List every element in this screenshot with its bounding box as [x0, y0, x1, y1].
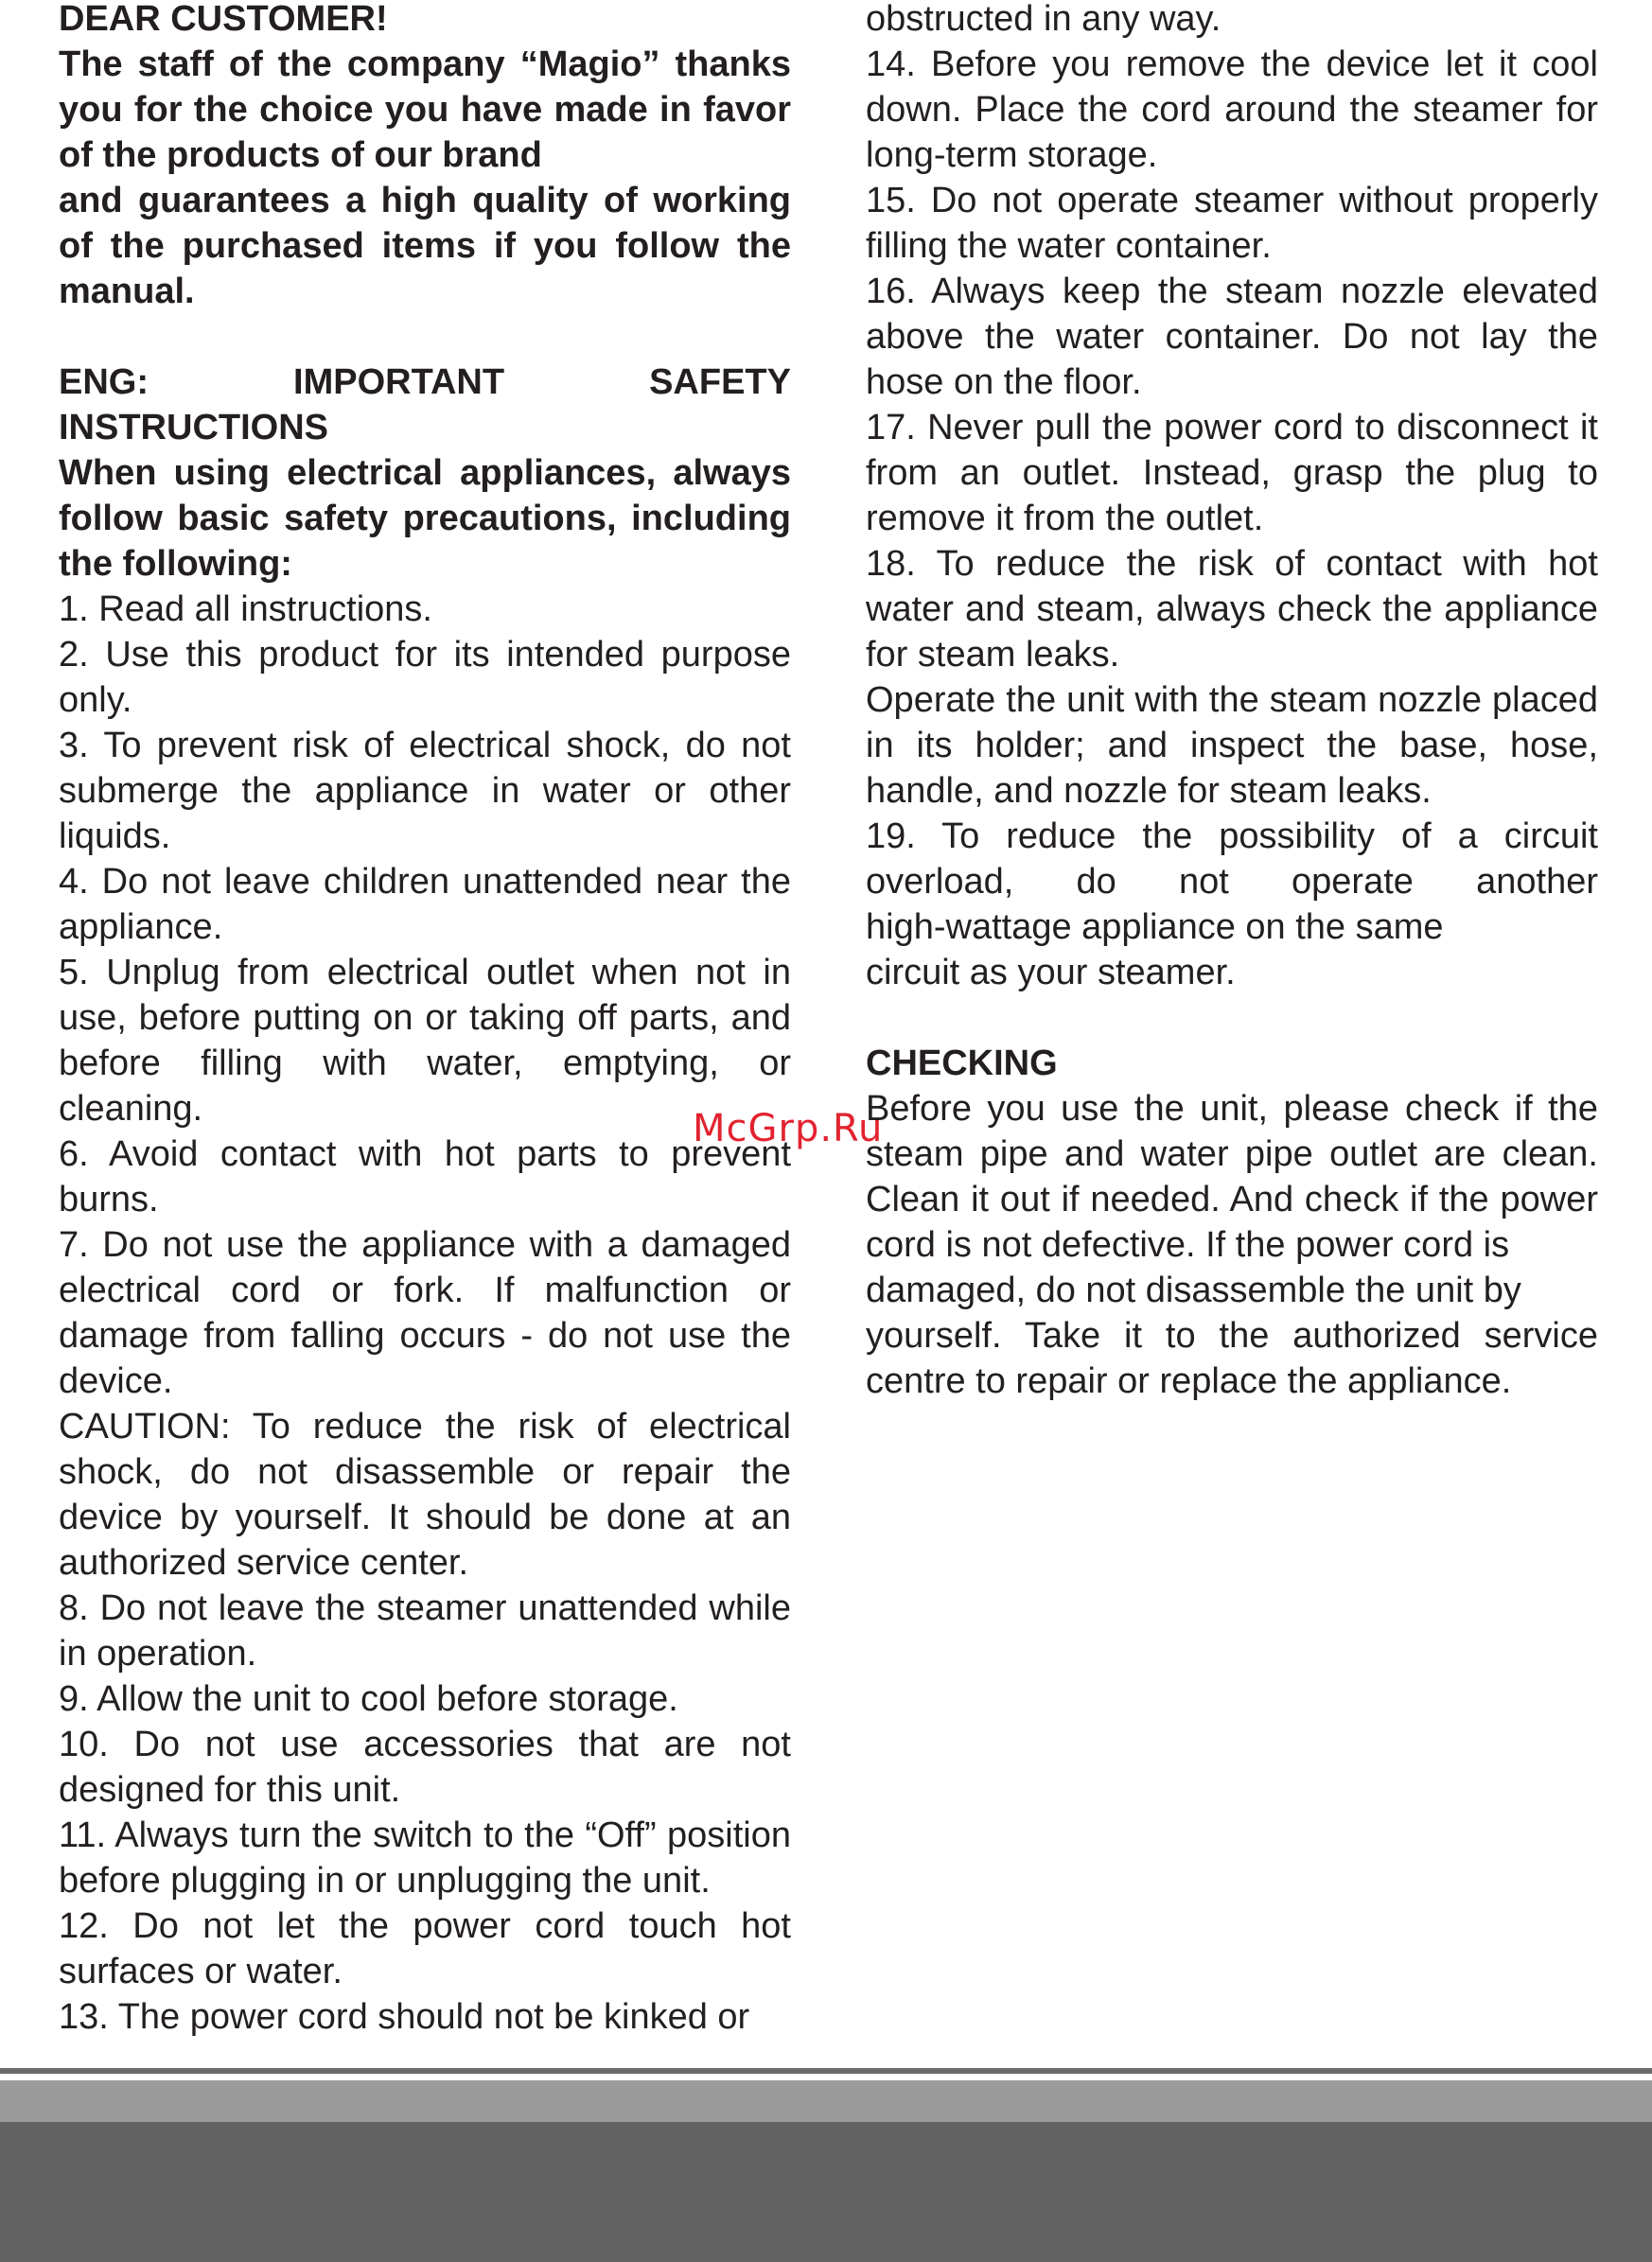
instruction-item: 3. To prevent risk of electrical shock, do not submerge the appliance in water or other liquids.: [59, 726, 791, 856]
greeting-body-1: The staff of the company “Magio” thanks you for the choice you have made in favor of the products of our brand: [59, 44, 791, 175]
instruction-item: 17. Never pull the power cord to disconnect it from an outlet. Instead, grasp the plug to remove it from the outlet.: [866, 408, 1598, 538]
spacer: [866, 995, 1598, 1041]
right-column: [866, 0, 1598, 1404]
instruction-item: 18. To reduce the risk of contact with hot water and steam, always check the appliance for steam leaks.: [866, 544, 1598, 675]
section-intro: When using electrical appliances, always follow basic safety precautions, including the following:: [59, 453, 791, 584]
footer-divider: [0, 2068, 1652, 2074]
instruction-item: 4. Do not leave children unattended near the appliance.: [59, 862, 791, 947]
instruction-item: 12. Do not let the power cord touch hot surfaces or water.: [59, 1906, 791, 1991]
instruction-item: obstructed in any way.: [866, 0, 1221, 39]
instruction-item: 8. Do not leave the steamer unattended while in operation.: [59, 1588, 791, 1674]
section-title: ENG: IMPORTANT SAFETY INSTRUCTIONS: [59, 362, 791, 447]
instruction-item: 7. Do not use the appliance with a damaged electrical cord or fork. If malfunction or damage from falling occurs - do not use the device.: [59, 1225, 791, 1401]
instruction-item: Operate the unit with the steam nozzle placed in its holder; and inspect the base, hose, handle, and nozzle for steam leaks.: [866, 680, 1598, 811]
instruction-item: 2. Use this product for its intended purpose only.: [59, 635, 791, 720]
spacer: [59, 314, 791, 359]
instruction-item: 10. Do not use accessories that are not designed for this unit.: [59, 1725, 791, 1810]
instruction-item: 19. To reduce the possibility of a circuit overload, do not operate another: [866, 816, 1598, 902]
instruction-item: 11. Always turn the switch to the “Off” position before plugging in or unplugging the unit.: [59, 1815, 791, 1901]
greeting-title: DEAR CUSTOMER!: [59, 0, 388, 39]
instruction-item: 9. Allow the unit to cool before storage.: [59, 1679, 678, 1719]
instruction-item: 13. The power cord should not be kinked or: [59, 1997, 750, 2037]
checking-title: CHECKING: [866, 1043, 1058, 1083]
instruction-item: 6. Avoid contact with hot parts to prevent burns.: [59, 1134, 791, 1219]
instruction-item: 1. Read all instructions.: [59, 589, 432, 629]
instruction-item: 5. Unplug from electrical outlet when not in use, before putting on or taking off parts, and before filling with water, emptying, or cleaning.: [59, 953, 791, 1129]
watermark: McGrp.Ru: [693, 1107, 884, 1150]
footer-band-light: [0, 2080, 1652, 2122]
checking-body-2: damaged, do not disassemble the unit by: [866, 1271, 1521, 1310]
greeting-body-2: and guarantees a high quality of working of the purchased items if you follow the manual.: [59, 181, 791, 311]
checking-body-3: yourself. Take it to the authorized service centre to repair or replace the appliance.: [866, 1316, 1598, 1401]
instruction-item: circuit as your steamer.: [866, 953, 1236, 992]
instruction-item: 14. Before you remove the device let it cool down. Place the cord around the steamer for long-term storage.: [866, 44, 1598, 175]
checking-body-1: Before you use the unit, please check if the steam pipe and water pipe outlet are clean. Clean it out if needed. And check if the power cord is not defective. If the power cord is: [866, 1089, 1598, 1265]
instruction-item: 15. Do not operate steamer without properly filling the water container.: [866, 181, 1598, 266]
caution-note: CAUTION: To reduce the risk of electrical shock, do not disassemble or repair the device by yourself. It should be done at an authorized service center.: [59, 1407, 791, 1583]
left-column: [59, 0, 791, 2040]
instruction-item: 16. Always keep the steam nozzle elevated above the water container. Do not lay the hose on the floor.: [866, 272, 1598, 402]
instruction-item: high-wattage appliance on the same: [866, 907, 1444, 947]
footer-band-dark: [0, 2122, 1652, 2262]
